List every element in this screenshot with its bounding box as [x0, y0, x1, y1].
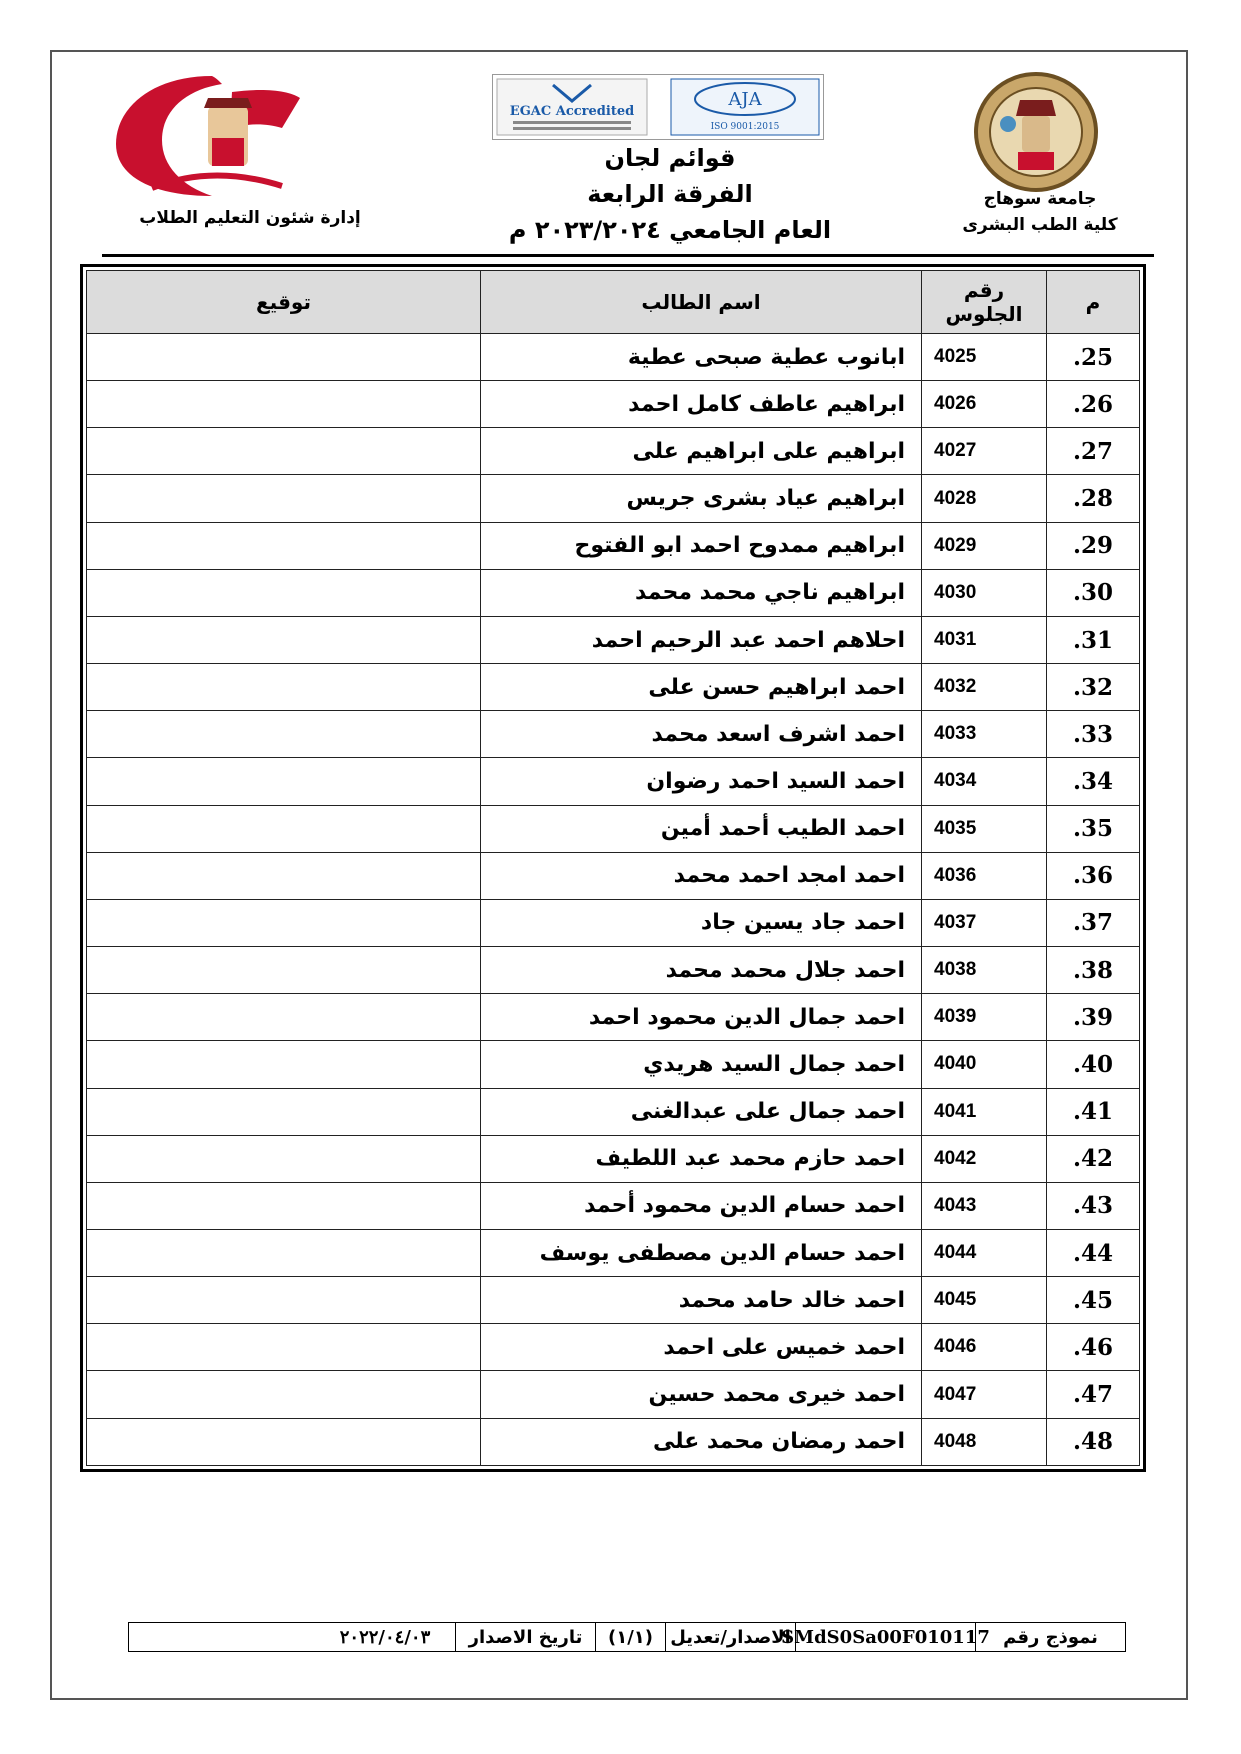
table-row	[87, 947, 1140, 994]
row-signature-cell[interactable]	[87, 852, 481, 899]
form-code: SMdS0Sa00F010117	[795, 1623, 975, 1651]
row-signature-cell[interactable]	[87, 1229, 481, 1276]
row-serial: .26	[1047, 381, 1140, 428]
row-serial: .29	[1047, 522, 1140, 569]
row-seat-number: 4044	[922, 1229, 1047, 1276]
header-seat-number: رقم الجلوس	[922, 271, 1047, 334]
row-student-name: احمد خميس على احمد	[481, 1324, 922, 1371]
table-row	[87, 569, 1140, 616]
certification-badges	[492, 74, 824, 140]
table-row	[87, 805, 1140, 852]
row-signature-cell[interactable]	[87, 711, 481, 758]
table-row	[87, 1041, 1140, 1088]
row-serial: .42	[1047, 1135, 1140, 1182]
row-student-name: ابراهيم عاطف كامل احمد	[481, 381, 922, 428]
table-row	[87, 711, 1140, 758]
row-serial: .35	[1047, 805, 1140, 852]
egac-label: EGAC Accredited	[509, 104, 635, 119]
row-seat-number: 4031	[922, 616, 1047, 663]
table-row	[87, 994, 1140, 1041]
row-student-name: احمد حسام الدين مصطفى يوسف	[481, 1229, 922, 1276]
row-seat-number: 4039	[922, 994, 1047, 1041]
row-signature-cell[interactable]	[87, 1135, 481, 1182]
row-seat-number: 4040	[922, 1041, 1047, 1088]
issue-date-label: تاريخ الاصدار	[455, 1623, 595, 1651]
row-student-name: احمد جمال على عبدالغنى	[481, 1088, 922, 1135]
row-student-name: احمد امجد احمد محمد	[481, 852, 922, 899]
row-student-name: احمد جاد يسين جاد	[481, 899, 922, 946]
table-row	[87, 1135, 1140, 1182]
row-signature-cell[interactable]	[87, 428, 481, 475]
row-student-name: احمد جلال محمد محمد	[481, 947, 922, 994]
aja-label: AJA	[728, 89, 762, 110]
university-name-block	[950, 186, 1130, 238]
row-signature-cell[interactable]	[87, 334, 481, 381]
row-signature-cell[interactable]	[87, 1088, 481, 1135]
table-row	[87, 1229, 1140, 1276]
row-signature-cell[interactable]	[87, 1182, 481, 1229]
row-seat-number: 4041	[922, 1088, 1047, 1135]
table-row	[87, 1277, 1140, 1324]
row-signature-cell[interactable]	[87, 569, 481, 616]
row-seat-number: 4047	[922, 1371, 1047, 1418]
row-seat-number: 4046	[922, 1324, 1047, 1371]
row-seat-number: 4045	[922, 1277, 1047, 1324]
row-student-name: ابانوب عطية صبحى عطية	[481, 334, 922, 381]
row-seat-number: 4042	[922, 1135, 1047, 1182]
row-signature-cell[interactable]	[87, 522, 481, 569]
row-serial: .43	[1047, 1182, 1140, 1229]
row-serial: .38	[1047, 947, 1140, 994]
row-student-name: ابراهيم ناجي محمد محمد	[481, 569, 922, 616]
title-fourth-year: الفرقة الرابعة	[587, 180, 753, 208]
row-signature-cell[interactable]	[87, 1324, 481, 1371]
row-serial: .27	[1047, 428, 1140, 475]
table-row	[87, 1182, 1140, 1229]
row-seat-number: 4037	[922, 899, 1047, 946]
table-row	[87, 522, 1140, 569]
header-serial: م	[1047, 271, 1140, 334]
row-seat-number: 4029	[922, 522, 1047, 569]
row-student-name: احمد جمال الدين محمود احمد	[481, 994, 922, 1041]
version-value: (١/١)	[595, 1623, 665, 1651]
table-row	[87, 1371, 1140, 1418]
row-serial: .32	[1047, 664, 1140, 711]
issue-date-value: ٢٠٢٢/٠٤/٠٣	[339, 1626, 431, 1648]
title-committee-lists: قوائم لجان	[604, 144, 736, 172]
table-row	[87, 381, 1140, 428]
row-serial: .47	[1047, 1371, 1140, 1418]
row-student-name: احمد خالد حامد محمد	[481, 1277, 922, 1324]
header-signature: توقيع	[87, 271, 481, 334]
row-seat-number: 4026	[922, 381, 1047, 428]
row-serial: .33	[1047, 711, 1140, 758]
row-signature-cell[interactable]	[87, 805, 481, 852]
row-signature-cell[interactable]	[87, 475, 481, 522]
table-row	[87, 428, 1140, 475]
form-footer	[128, 1622, 1126, 1652]
table-row	[87, 758, 1140, 805]
student-table-frame	[80, 264, 1146, 1472]
title-academic-year: العام الجامعي ٢٠٢٣/٢٠٢٤ م	[508, 216, 832, 244]
faculty-logo-icon	[112, 68, 312, 200]
table-row	[87, 1088, 1140, 1135]
row-signature-cell[interactable]	[87, 664, 481, 711]
table-row	[87, 899, 1140, 946]
row-signature-cell[interactable]	[87, 947, 481, 994]
row-student-name: احمد حازم محمد عبد اللطيف	[481, 1135, 922, 1182]
row-seat-number: 4025	[922, 334, 1047, 381]
row-student-name: احمد جمال السيد هريدي	[481, 1041, 922, 1088]
row-serial: .25	[1047, 334, 1140, 381]
row-seat-number: 4034	[922, 758, 1047, 805]
row-serial: .41	[1047, 1088, 1140, 1135]
row-serial: .44	[1047, 1229, 1140, 1276]
table-row	[87, 664, 1140, 711]
row-signature-cell[interactable]	[87, 1277, 481, 1324]
row-student-name: ابراهيم عياد بشرى جريس	[481, 475, 922, 522]
table-row	[87, 616, 1140, 663]
row-seat-number: 4033	[922, 711, 1047, 758]
row-signature-cell[interactable]	[87, 899, 481, 946]
row-serial: .37	[1047, 899, 1140, 946]
row-signature-cell[interactable]	[87, 1371, 481, 1418]
department-name: إدارة شئون التعليم الطلاب	[139, 208, 361, 228]
row-student-name: احمد رمضان محمد على	[481, 1418, 922, 1465]
row-seat-number: 4036	[922, 852, 1047, 899]
row-seat-number: 4027	[922, 428, 1047, 475]
form-number-label: نموذج رقم	[975, 1623, 1125, 1651]
row-signature-cell[interactable]	[87, 1041, 481, 1088]
table-row	[87, 334, 1140, 381]
version-label: الاصدار/تعديل	[665, 1623, 795, 1651]
table-row	[87, 1418, 1140, 1465]
row-serial: .45	[1047, 1277, 1140, 1324]
row-student-name: احمد اشرف اسعد محمد	[481, 711, 922, 758]
row-seat-number: 4038	[922, 947, 1047, 994]
row-serial: .40	[1047, 1041, 1140, 1088]
row-student-name: احمد حسام الدين محمود أحمد	[481, 1182, 922, 1229]
row-student-name: احمد السيد احمد رضوان	[481, 758, 922, 805]
row-seat-number: 4043	[922, 1182, 1047, 1229]
table-row	[87, 475, 1140, 522]
row-seat-number: 4028	[922, 475, 1047, 522]
document-titles	[470, 140, 870, 248]
table-row	[87, 1324, 1140, 1371]
row-signature-cell[interactable]	[87, 994, 481, 1041]
university-name: جامعة سوهاج	[983, 189, 1097, 209]
row-seat-number: 4048	[922, 1418, 1047, 1465]
row-signature-cell[interactable]	[87, 1418, 481, 1465]
row-serial: .28	[1047, 475, 1140, 522]
row-seat-number: 4032	[922, 664, 1047, 711]
row-seat-number: 4030	[922, 569, 1047, 616]
row-student-name: احمد خيرى محمد حسين	[481, 1371, 922, 1418]
row-serial: .48	[1047, 1418, 1140, 1465]
row-signature-cell[interactable]	[87, 381, 481, 428]
row-student-name: احمد ابراهيم حسن على	[481, 664, 922, 711]
row-signature-cell[interactable]	[87, 758, 481, 805]
row-serial: .34	[1047, 758, 1140, 805]
row-signature-cell[interactable]	[87, 616, 481, 663]
table-header-row	[87, 271, 1140, 334]
header-divider	[102, 254, 1154, 257]
row-serial: .46	[1047, 1324, 1140, 1371]
faculty-name: كلية الطب البشرى	[962, 215, 1118, 235]
row-serial: .39	[1047, 994, 1140, 1041]
row-student-name: ابراهيم على ابراهيم على	[481, 428, 922, 475]
table-row	[87, 852, 1140, 899]
iso-label: ISO 9001:2015	[710, 122, 780, 132]
row-student-name: احلاهم احمد عبد الرحيم احمد	[481, 616, 922, 663]
university-seal-icon	[972, 70, 1100, 194]
row-student-name: احمد الطيب أحمد أمين	[481, 805, 922, 852]
row-serial: .30	[1047, 569, 1140, 616]
row-serial: .36	[1047, 852, 1140, 899]
student-table	[86, 270, 1140, 1466]
row-seat-number: 4035	[922, 805, 1047, 852]
row-student-name: ابراهيم ممدوح احمد ابو الفتوح	[481, 522, 922, 569]
row-serial: .31	[1047, 616, 1140, 663]
header-student-name: اسم الطالب	[481, 271, 922, 334]
